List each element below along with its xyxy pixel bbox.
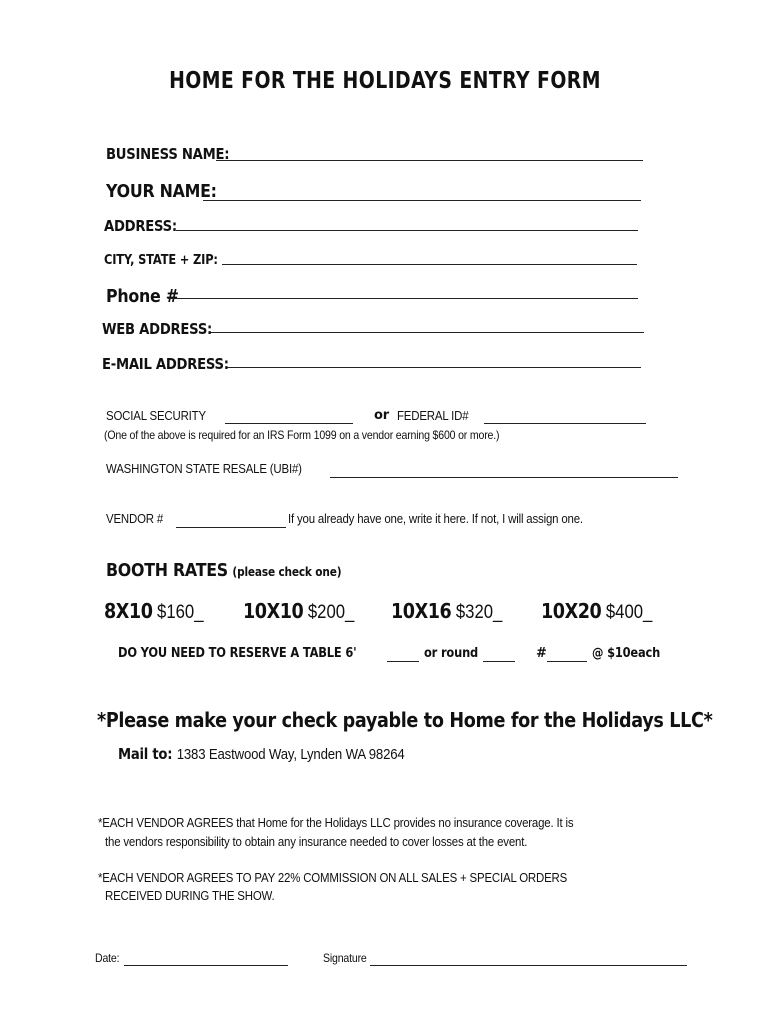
- vendor-number-field[interactable]: [176, 527, 286, 528]
- table-count-prefix: #: [536, 646, 547, 661]
- or-round-label: or round: [424, 646, 479, 661]
- phone-field[interactable]: [168, 298, 638, 299]
- table-price-each: @ $10each: [592, 646, 661, 661]
- insurance-agreement-line-1: *EACH VENDOR AGREES that Home for the Holidays LLC provides no insurance coverage. It is: [98, 815, 574, 830]
- booth-code: 10X20: [541, 599, 602, 623]
- city-state-zip-label: CITY, STATE + ZIP:: [104, 253, 218, 268]
- social-security-field[interactable]: [225, 423, 353, 424]
- city-state-zip-field[interactable]: [222, 264, 637, 265]
- date-label: Date:: [95, 951, 120, 965]
- mail-to-label: Mail to:: [118, 745, 173, 763]
- table-6ft-field[interactable]: [387, 661, 419, 662]
- booth-code: 8X10: [104, 599, 153, 623]
- booth-option-10x20[interactable]: [541, 599, 652, 624]
- mail-to-address: 1383 Eastwood Way, Lynden WA 98264: [176, 746, 405, 763]
- business-name-field[interactable]: [216, 160, 643, 161]
- commission-agreement-line-1: *EACH VENDOR AGREES TO PAY 22% COMMISSION ON ALL SALES + SPECIAL ORDERS: [98, 870, 568, 885]
- booth-price: $320_: [455, 602, 503, 623]
- irs-note: (One of the above is required for an IRS Form 1099 on a vendor earning $600 or more.): [104, 428, 500, 442]
- check-payable-note: *Please make your check payable to Home for the Holidays LLC*: [97, 708, 713, 732]
- table-count-field[interactable]: [547, 661, 587, 662]
- booth-rates-heading-row: [106, 560, 341, 581]
- booth-price: $200_: [307, 602, 355, 623]
- web-address-field[interactable]: [210, 332, 644, 333]
- mail-to-row: [118, 744, 405, 763]
- resale-field[interactable]: [330, 477, 678, 478]
- web-address-label: WEB ADDRESS:: [102, 320, 213, 338]
- address-field[interactable]: [176, 230, 638, 231]
- signature-field[interactable]: [370, 965, 687, 966]
- booth-option-10x10[interactable]: [243, 599, 354, 624]
- resale-label: WASHINGTON STATE RESALE (UBI#): [106, 461, 302, 476]
- your-name-field[interactable]: [203, 200, 641, 201]
- table-round-field[interactable]: [483, 661, 515, 662]
- booth-code: 10X10: [243, 599, 304, 623]
- commission-agreement-line-2: RECEIVED DURING THE SHOW.: [105, 888, 275, 903]
- table-question: DO YOU NEED TO RESERVE A TABLE 6': [118, 646, 357, 661]
- booth-price: $400_: [605, 602, 653, 623]
- email-address-label: E-MAIL ADDRESS:: [102, 355, 229, 373]
- email-address-field[interactable]: [227, 367, 641, 368]
- business-name-label: BUSINESS NAME:: [106, 145, 230, 163]
- social-security-label: SOCIAL SECURITY: [106, 408, 206, 423]
- vendor-number-note: If you already have one, write it here. If not, I will assign one.: [288, 511, 583, 526]
- federal-id-field[interactable]: [484, 423, 646, 424]
- booth-option-10x16[interactable]: [391, 599, 502, 624]
- booth-code: 10X16: [391, 599, 452, 623]
- vendor-number-label: VENDOR #: [106, 511, 164, 526]
- federal-id-label: FEDERAL ID#: [397, 408, 469, 423]
- or-label: or: [374, 408, 389, 423]
- your-name-label: YOUR NAME:: [106, 181, 217, 202]
- address-label: ADDRESS:: [104, 217, 177, 235]
- phone-label: Phone #: [106, 286, 179, 307]
- signature-label: Signature: [323, 951, 367, 965]
- insurance-agreement-line-2: the vendors responsibility to obtain any insurance needed to cover losses at the event.: [105, 834, 528, 849]
- booth-price: $160_: [157, 602, 204, 623]
- date-field[interactable]: [124, 965, 288, 966]
- booth-option-8x10[interactable]: [104, 599, 204, 624]
- form-title: HOME FOR THE HOLIDAYS ENTRY FORM: [169, 68, 601, 94]
- booth-rates-heading: BOOTH RATES: [106, 560, 228, 581]
- booth-rates-note: (please check one): [232, 565, 342, 579]
